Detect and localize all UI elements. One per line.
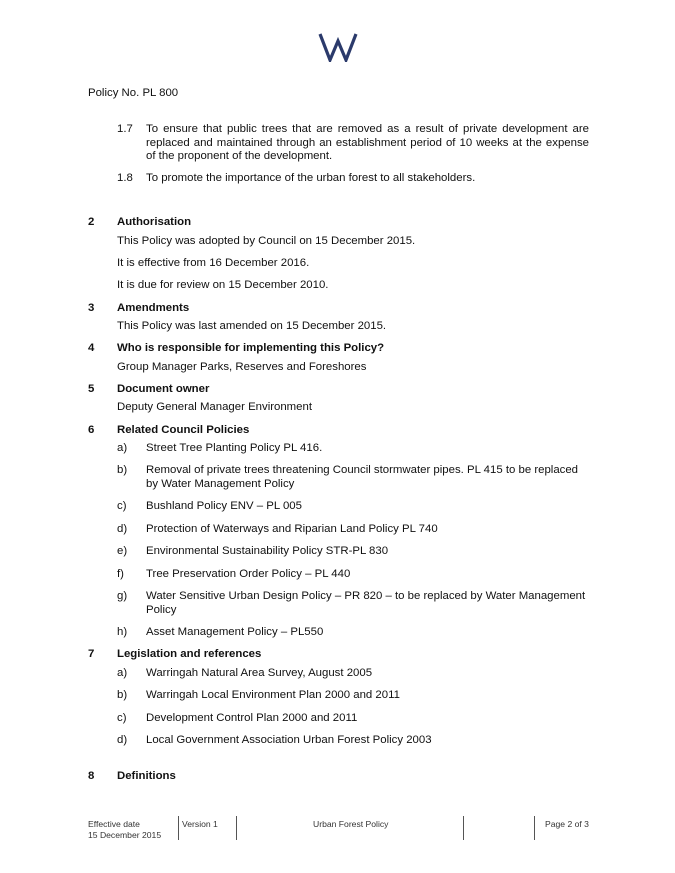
item-number: 1.8 [117, 172, 133, 184]
list-item [117, 590, 589, 617]
section-title: Amendments [117, 302, 190, 314]
item-text: Environmental Sustainability Policy STR-PL 830 [146, 545, 389, 557]
list-item [117, 442, 589, 456]
footer-divider [534, 816, 535, 840]
item-text: Street Tree Planting Policy PL 416. [146, 442, 323, 454]
item-label: f) [117, 568, 124, 580]
body-text: Deputy General Manager Environment [117, 401, 313, 413]
item-text: Asset Management Policy – PL550 [146, 626, 324, 638]
item-text: Bushland Policy ENV – PL 005 [146, 500, 302, 512]
effective-date-value: 15 December 2015 [88, 830, 162, 840]
item-text: Warringah Local Environment Plan 2000 and 2011 [146, 689, 400, 701]
section-title: Authorisation [117, 216, 192, 228]
list-item [117, 667, 589, 681]
item-text: Water Sensitive Urban Design Policy – PR 820 – to be replaced by Water Management Policy [146, 590, 586, 616]
list-item [117, 123, 589, 164]
item-text: Tree Preservation Order Policy – PL 440 [146, 568, 351, 580]
item-label: a) [117, 442, 128, 454]
item-label: e) [117, 545, 128, 557]
list-item [117, 626, 589, 640]
page-footer [0, 816, 675, 846]
footer-version: Version 1 [182, 819, 218, 829]
item-label: c) [117, 500, 127, 512]
item-number: 1.7 [117, 123, 133, 135]
item-label: d) [117, 523, 128, 535]
body-text: It is due for review on 15 December 2010. [117, 279, 329, 291]
section-number: 4 [88, 342, 95, 354]
item-text: Development Control Plan 2000 and 2011 [146, 712, 358, 724]
item-text: Warringah Natural Area Survey, August 2005 [146, 667, 373, 679]
item-text: Protection of Waterways and Riparian Land Policy PL 740 [146, 523, 438, 535]
section-title: Related Council Policies [117, 424, 250, 436]
item-label: b) [117, 689, 128, 701]
body-text: It is effective from 16 December 2016. [117, 257, 310, 269]
section-title: Document owner [117, 383, 210, 395]
section-number: 2 [88, 216, 95, 228]
item-text: Removal of private trees threatening Council stormwater pipes. PL 415 to be replaced by Water Management Policy [146, 464, 579, 490]
footer-divider [236, 816, 237, 840]
list-item [117, 500, 589, 514]
item-label: b) [117, 464, 128, 476]
section-number: 8 [88, 770, 95, 782]
item-label: g) [117, 590, 128, 602]
section-title: Definitions [117, 770, 176, 782]
list-item [117, 464, 589, 491]
item-label: c) [117, 712, 127, 724]
item-text: To ensure that public trees that are removed as a result of private development are replaced and maintained through an establishment period of 10 weeks at the expense of the proponent of the development. [146, 123, 589, 162]
item-label: a) [117, 667, 128, 679]
footer-doc-title: Urban Forest Policy [313, 819, 389, 829]
item-label: h) [117, 626, 128, 638]
effective-date-label: Effective date [88, 819, 140, 829]
body-text: This Policy was last amended on 15 December 2015. [117, 320, 387, 332]
list-item [117, 568, 589, 582]
item-text: Local Government Association Urban Forest Policy 2003 [146, 734, 432, 746]
footer-page-number: Page 2 of 3 [545, 819, 589, 829]
w-logo-icon [318, 32, 358, 62]
footer-divider [178, 816, 179, 840]
section-number: 6 [88, 424, 95, 436]
body-text: Group Manager Parks, Reserves and Foreshores [117, 361, 367, 373]
item-text: To promote the importance of the urban forest to all stakeholders. [146, 172, 476, 184]
list-item [117, 689, 589, 703]
body-text: This Policy was adopted by Council on 15 December 2015. [117, 235, 416, 247]
list-item [117, 523, 589, 537]
footer-divider [463, 816, 464, 840]
list-item [117, 712, 589, 726]
effective-date-cell [88, 819, 161, 841]
item-label: d) [117, 734, 128, 746]
section-title: Who is responsible for implementing this Policy? [117, 342, 385, 354]
list-item [117, 172, 589, 186]
section-number: 3 [88, 302, 95, 314]
list-item [117, 734, 589, 748]
section-title: Legislation and references [117, 648, 262, 660]
section-number: 5 [88, 383, 95, 395]
policy-number: Policy No. PL 800 [88, 87, 179, 99]
list-item [117, 545, 589, 559]
section-number: 7 [88, 648, 95, 660]
